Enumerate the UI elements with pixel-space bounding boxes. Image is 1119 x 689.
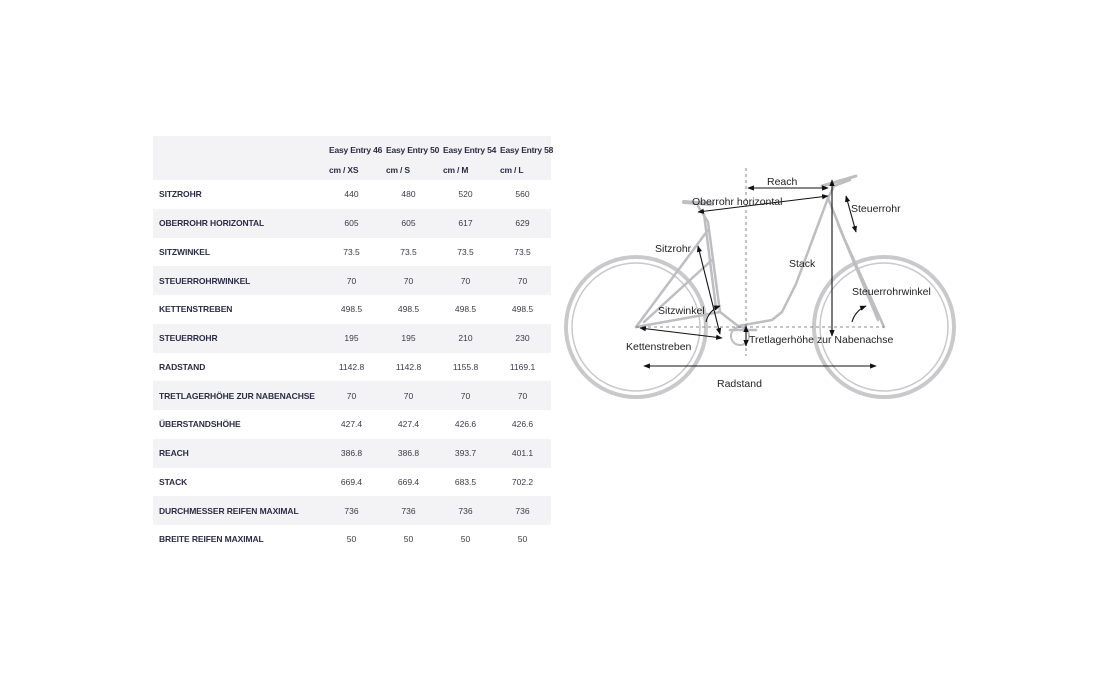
table-row	[153, 381, 551, 410]
row-value: 70	[460, 275, 471, 286]
table-row	[153, 468, 551, 497]
row-value: 73.5	[457, 246, 474, 257]
header-model: Easy Entry 54	[437, 136, 494, 160]
header-size: cm / XS	[323, 160, 380, 180]
row-value: 427.4	[397, 419, 420, 430]
row-value: 498.5	[511, 304, 534, 315]
geometry-table	[153, 136, 554, 554]
header-model: Easy Entry 50	[380, 136, 437, 160]
table-row	[153, 353, 551, 382]
row-value: 210	[458, 333, 473, 344]
label-top-tube: Oberrohr horizontal	[692, 196, 783, 208]
row-value: 605	[401, 218, 416, 229]
row-value: 736	[344, 505, 359, 516]
label-wheelbase: Radstand	[717, 378, 762, 390]
table-row	[153, 496, 551, 525]
table-row	[153, 209, 551, 238]
row-value: 50	[517, 534, 528, 545]
row-value: 73.5	[400, 246, 417, 257]
row-value: 669.4	[397, 476, 420, 487]
table-row	[153, 266, 551, 295]
row-value: 498.5	[340, 304, 363, 315]
row-label: KETTENSTREBEN	[159, 304, 233, 315]
row-value: 520	[458, 189, 473, 200]
row-value: 195	[401, 333, 416, 344]
row-label: STACK	[159, 476, 188, 487]
row-value: 702.2	[511, 476, 534, 487]
header-size: cm / S	[380, 160, 437, 180]
row-value: 70	[403, 390, 414, 401]
row-value: 393.7	[454, 448, 477, 459]
row-value: 629	[515, 218, 530, 229]
table-header	[153, 136, 554, 180]
row-value: 498.5	[454, 304, 477, 315]
row-label: BREITE REIFEN MAXIMAL	[159, 534, 264, 545]
row-value: 230	[515, 333, 530, 344]
row-value: 386.8	[397, 448, 420, 459]
row-value: 1142.8	[395, 361, 422, 372]
row-value: 498.5	[397, 304, 420, 315]
row-value: 386.8	[340, 448, 363, 459]
row-value: 50	[346, 534, 357, 545]
table-row	[153, 295, 551, 324]
row-value: 70	[403, 275, 414, 286]
label-seat-angle: Sitzwinkel	[658, 305, 705, 317]
row-value: 480	[401, 189, 416, 200]
row-value: 195	[344, 333, 359, 344]
row-value: 683.5	[454, 476, 477, 487]
label-stack: Stack	[789, 258, 816, 270]
row-label: SITZWINKEL	[159, 246, 210, 257]
row-value: 1142.8	[338, 361, 365, 372]
label-head-angle: Steuerrohrwinkel	[852, 286, 931, 298]
row-value: 440	[344, 189, 359, 200]
row-value: 401.1	[511, 448, 534, 459]
row-value: 70	[460, 390, 471, 401]
row-value: 736	[458, 505, 473, 516]
table-row	[153, 238, 551, 267]
row-value: 736	[515, 505, 530, 516]
row-label: RADSTAND	[159, 361, 206, 372]
row-value: 50	[403, 534, 414, 545]
row-value: 617	[458, 218, 473, 229]
bike-geometry-diagram	[560, 160, 970, 410]
table-row	[153, 324, 551, 353]
label-chainstay: Kettenstreben	[626, 341, 692, 353]
row-value: 73.5	[343, 246, 360, 257]
row-value: 560	[515, 189, 530, 200]
row-value: 1169.1	[509, 361, 536, 372]
row-value: 605	[344, 218, 359, 229]
row-label: SITZROHR	[159, 189, 202, 200]
table-row	[153, 410, 551, 439]
row-label: STEUERROHR	[159, 333, 218, 344]
header-model: Easy Entry 58	[494, 136, 551, 160]
row-value: 50	[460, 534, 471, 545]
label-bb-drop: Tretlagerhöhe zur Nabenachse	[749, 334, 894, 346]
label-head-tube: Steuerrohr	[851, 203, 901, 215]
row-value: 669.4	[340, 476, 363, 487]
row-value: 426.6	[454, 419, 477, 430]
row-label: TRETLAGERHÖHE ZUR NABENACHSE	[159, 390, 315, 401]
header-size: cm / M	[437, 160, 494, 180]
header-empty	[153, 160, 323, 180]
row-value: 426.6	[511, 419, 534, 430]
row-value: 1155.8	[452, 361, 479, 372]
row-label: REACH	[159, 448, 189, 459]
row-label: DURCHMESSER REIFEN MAXIMAL	[159, 505, 299, 516]
table-row	[153, 525, 551, 554]
table-row	[153, 439, 551, 468]
row-value: 70	[346, 390, 357, 401]
row-value: 73.5	[514, 246, 531, 257]
row-value: 70	[517, 275, 528, 286]
row-value: 427.4	[340, 419, 363, 430]
header-empty	[153, 136, 323, 160]
label-seat-tube: Sitzrohr	[655, 243, 692, 255]
row-label: OBERROHR HORIZONTAL	[159, 218, 265, 229]
row-label: ÜBERSTANDSHÖHE	[159, 419, 241, 430]
label-reach: Reach	[767, 176, 798, 188]
row-value: 70	[346, 275, 357, 286]
header-model: Easy Entry 46	[323, 136, 380, 160]
row-label: STEUERROHRWINKEL	[159, 275, 251, 286]
row-value: 70	[517, 390, 528, 401]
row-value: 736	[401, 505, 416, 516]
table-row	[153, 180, 551, 209]
table-body	[153, 180, 551, 554]
header-size: cm / L	[494, 160, 551, 180]
